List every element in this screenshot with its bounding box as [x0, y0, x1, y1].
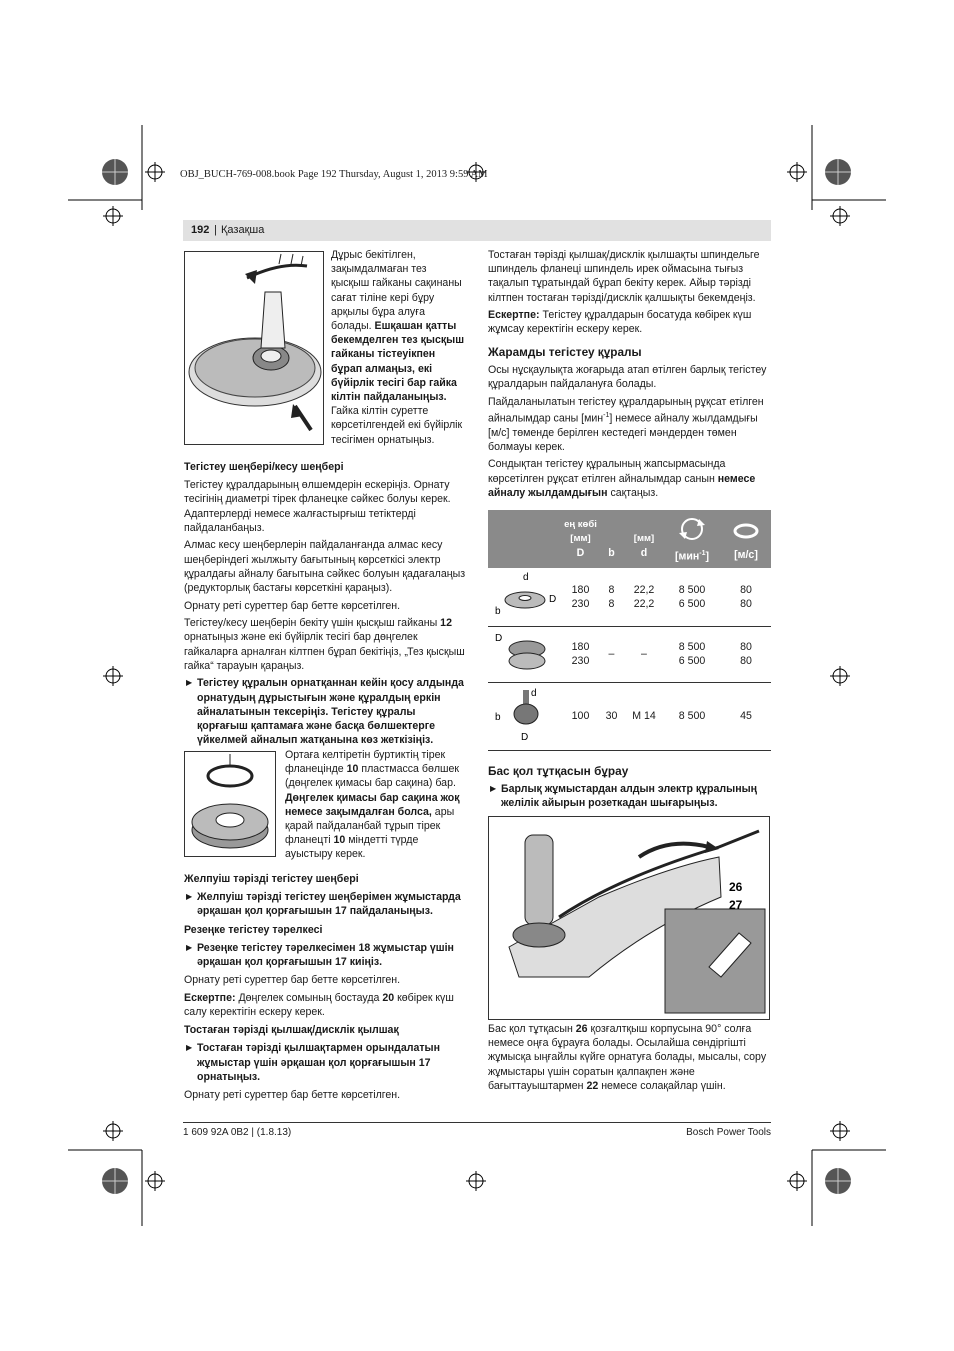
th-icon — [488, 510, 563, 568]
label-26: 26 — [729, 880, 743, 894]
cell-b: 8 8 — [598, 568, 625, 626]
th-rpm-sup: -1 — [699, 549, 706, 557]
spec-table — [488, 510, 771, 751]
speed-ring-icon — [731, 516, 761, 544]
para-tools-2a: Пайдаланылатын тегістеу құралдарының рұқсат етілген айналымдар саны [мин — [488, 395, 764, 425]
bullet-fan: ▶ Желпуіш тәрізді тегістеу шеңберімен жұмыстарда әрқашан қол қорғағышын 17 пайдаланыңыз. — [184, 890, 466, 918]
disc-icon-cell — [488, 626, 563, 682]
cup-brush-icon — [491, 684, 561, 744]
fig1-text-bold: Ешқашан қатты бекемделген тез қысқыш гайканы тістеуікпен бұрап алмаңыз, екі бүйірлік тесігі бар гайка кілтін пайдаланыңыз. — [331, 320, 465, 404]
th-mm1: [мм] — [570, 532, 591, 544]
heading-fan: Желпуіш тәрізді тегістеу шеңбері — [184, 873, 359, 885]
fig2-caption — [285, 748, 466, 865]
para-brush-2: Тостаған тәрізді қылшақ/дисклік қылшақты шпиндельге шпиндель фланеці шпиндель ирек оймасына тығыз тақалып тұратындай бұрап бекіту керек. Айыр тәрізді кілтпен тостаған тәрізді/дисклік қалшықты бекемдеңіз. — [488, 249, 760, 304]
note-text-right: Тегістеу құралдарын босатуда көбірек күш жұмсау керектігін ескеру керек. — [488, 309, 752, 336]
cell-ms: 80 80 — [721, 568, 771, 626]
para-handle-n2: 22 — [586, 1079, 599, 1092]
para-handle — [488, 1022, 771, 1093]
label-D: D — [494, 632, 502, 644]
bullet-check-mount: ▶ Тегістеу құралын орнатқаннан кейін қосу алдында орнатудың дұрыстығын және құралдың еркін айналатынын тексеріңіз. Тегістеу құралы қорғағыш қаптамаға және басқа бөлшектерге үйкелмей айналып жатқанына көз жеткізіңіз. — [184, 676, 466, 747]
cell-d: 22,2 22,2 — [625, 568, 663, 626]
rubber-pad-icon — [491, 627, 561, 677]
th-mm2: [мм] — [633, 532, 655, 544]
fig2-text-bold: Дөңгелек қимасы бар сақина жоқ немесе зақымдалған болса, — [285, 791, 460, 818]
page-header — [183, 220, 771, 241]
fig2-text-a: Ортаға келтіретін буртиктің тірек фланецінде — [285, 749, 446, 776]
label-d: d — [530, 687, 537, 699]
flange-ring-illustration — [185, 752, 275, 856]
table-row — [488, 568, 771, 626]
para-handle-c: немесе солақайлар үшін. — [598, 1079, 726, 1092]
fig1-caption — [331, 248, 466, 450]
figure-quick-nut — [184, 251, 324, 445]
header-language: Қазақша — [221, 224, 265, 236]
disc-icon-cell — [488, 682, 563, 750]
th-d — [625, 510, 663, 568]
cell-rpm: 8 500 — [663, 682, 721, 750]
cell-d: M 14 — [625, 682, 663, 750]
para-handle-a: Бас қол тұтқасын — [488, 1023, 576, 1035]
para-tools-3b: сақтаңыз. — [607, 486, 659, 499]
fig2-num-2: 10 — [333, 834, 346, 847]
right-column-text-3 — [488, 1022, 771, 1096]
fig2-text-c: ары қарай пайдаланбай тұрып тірек фланецті — [285, 805, 455, 847]
label-27: 27 — [729, 898, 743, 912]
heading-rubber: Резеңке тегістеу тәрелкесі — [184, 923, 323, 936]
left-column-text-2 — [184, 868, 466, 1106]
cell-rpm: 8 500 6 500 — [663, 626, 721, 682]
figure-handle-rotate — [488, 816, 770, 1020]
cell-D: 100 — [563, 682, 598, 750]
cell-ms: 80 80 — [721, 626, 771, 682]
grinder-handle-illustration — [489, 817, 769, 1019]
footer-left: 1 609 92A 0B2 | (1.8.13) — [183, 1127, 292, 1138]
para-disc-3: Орнату реті суреттер бар бетте көрсетілген. — [184, 599, 401, 612]
cell-b: – — [598, 626, 625, 682]
para-disc-4b: орнатыңыз және екі бүйірлік тесігі бар дөңгелек гайкаларға арналған кілтпен бұрап бекітіңіз, „Тез қысқыш гайка“ тарауын қараңыз. — [184, 631, 465, 672]
right-column-text-2 — [488, 756, 771, 815]
para-disc-2: Алмас кесу шеңберлерін пайдаланғанда алмас кесу шеңберіндегі жылжыту бағытының көрсеткісі электр құралдағы айналу бағытына сәйкес болуын қадағалаңыз (редукторлық бастағы көрсеткіні қараңыз). — [184, 539, 466, 595]
label-b: b — [494, 711, 501, 723]
footer-right: Bosch Power Tools — [686, 1127, 771, 1138]
grinding-disc-icon — [491, 570, 561, 620]
bullet-rubber: ▶ Резеңке тегістеу тәрелкесімен 18 жұмыстар үшін әрқашан қол қорғағышын 17 киіңіз. — [184, 941, 466, 969]
th-d-label: d — [640, 547, 648, 559]
heading-brush: Тостаған тәрізді қылшақ/дисклік қылшақ — [184, 1024, 399, 1037]
para-tools-2sup: -1 — [603, 411, 610, 419]
para-note — [184, 991, 466, 1019]
para-handle-n1: 26 — [575, 1023, 588, 1035]
cell-D: 180 230 — [563, 568, 598, 626]
heading-handle: Бас қол тұтқасын бұрау — [488, 764, 629, 778]
label-D: D — [548, 593, 556, 605]
page-number: 192 — [191, 224, 210, 236]
cell-d: – — [625, 626, 663, 682]
th-b-label: b — [608, 546, 615, 559]
note-label: Ескертпе: — [184, 991, 236, 1004]
cell-b: 30 — [598, 682, 625, 750]
print-slug: OBJ_BUCH-769-008.book Page 192 Thursday, August 1, 2013 9:59 AM — [180, 169, 488, 180]
right-column-text — [488, 248, 771, 503]
para-handle-b: қозғалтқыш корпусына 90° солға немесе оңға бұрауға болады. Осылайша сөндіргішті жұмысқа ыңғайлы күйге орнатуға болады, мысалы, сору жұмыстары үшін соратын қалпақпен және бағыттауыштармен — [488, 1023, 767, 1092]
table-row — [488, 682, 771, 750]
heading-disc: Тегістеу шеңбері/кесу шеңбері — [184, 461, 344, 473]
fig2-text-d: міндетті түрде ауыстыру керек. — [285, 834, 419, 861]
footer-rule — [183, 1122, 771, 1123]
th-b — [598, 510, 625, 568]
para-tools-2 — [488, 395, 771, 454]
para-tools-3 — [488, 457, 771, 500]
para-disc-4a: Тегістеу/кесу шеңберін бекіту үшін қысқыш гайканы — [184, 617, 441, 630]
cell-ms: 45 — [721, 682, 771, 750]
note-a: Дөңгелек сомының бостауда — [235, 991, 383, 1004]
th-max: ең көбі — [564, 518, 597, 530]
table-header-row — [488, 510, 771, 568]
th-rpm-a: [мин — [674, 550, 700, 563]
th-ms — [721, 510, 771, 568]
fig1-text-2: Гайка кілтін суретте көрсетілгендей екі бүйірлік тесігімен орнатыңыз. — [331, 405, 463, 446]
table-row — [488, 626, 771, 682]
bullet-brush: ▶ Тостаған тәрізді қылшақтармен орындалатын жұмыстар үшін әрқашан қол қорғағышын 17 орнатыңыз. — [184, 1041, 466, 1084]
cell-D: 180 230 — [563, 626, 598, 682]
label-D: D — [520, 731, 528, 743]
para-disc-4 — [184, 616, 466, 673]
para-rubber-1: Орнату реті суреттер бар бетте көрсетілген. — [184, 974, 401, 987]
heading-tools: Жарамды тегістеу құралы — [488, 344, 642, 359]
para-tools-2b: ] немесе айналу жылдамдығы [м/с] төменде берілген кестедегі мәндерден төмен болмауы керек. — [488, 412, 758, 453]
th-rpm-end: ] — [705, 550, 710, 563]
th-rpm — [663, 510, 721, 568]
th-rpm-label — [663, 547, 721, 564]
left-column-text — [184, 456, 466, 751]
label-d: d — [522, 571, 529, 583]
th-D — [563, 510, 598, 568]
para-disc-4n: 12 — [440, 617, 452, 630]
fig2-text-b: пластмасса бөлшек (дөңгелек қимасы бар сақина) бар. — [285, 763, 460, 790]
fig2-num-1: 10 — [346, 763, 359, 776]
para-tools-3bold: немесе айналу жылдамдығын — [488, 472, 756, 499]
grinder-disc-illustration — [185, 252, 323, 444]
para-note-right — [488, 308, 771, 336]
bullet-unplug: ▶ Барлық жұмыстардан алдын электр құралының желілік айырын розеткадан шығарыңыз. — [488, 782, 771, 810]
th-ms-label: [м/с] — [734, 549, 758, 561]
para-tools-3a: Сондықтан тегістеу құралының жапсырмасында көрсетілген рұқсат етілген айналымдар санын — [488, 458, 726, 485]
note-label-right: Ескертпе: — [488, 309, 540, 322]
note-num: 20 — [382, 991, 395, 1004]
note-b: көбірек күш салу керектігін ескеру керек. — [184, 991, 454, 1019]
para-tools-1: Осы нұсқаулықта жоғарыда атап өтілген барлық тегістеу құралдарын пайдалануға болады. — [488, 363, 767, 391]
figure-support-flange — [184, 751, 276, 857]
header-separator: | — [214, 224, 217, 236]
cell-rpm: 8 500 6 500 — [663, 568, 721, 626]
label-b: b — [494, 605, 501, 617]
th-D-label: D — [576, 547, 585, 560]
rotation-icon — [677, 515, 707, 543]
disc-icon-cell — [488, 568, 563, 626]
para-brush-1: Орнату реті суреттер бар бетте көрсетілген. — [184, 1089, 401, 1102]
fig1-text-1: Дұрыс бекітілген, зақымдалмаған тез қысқыш гайканы сақинаны сағат тіліне кері бұру арқылы бұра алуға болады. — [331, 249, 462, 333]
para-disc-1: Тегістеу құралдарының өлшемдерін ескеріңіз. Орнату тесігінің диаметрі тірек фланецке сәйкес болуы керек. Адаптерлерді немесе жалғастырғыш тетіктерді пайдаланбаңыз. — [184, 479, 451, 534]
